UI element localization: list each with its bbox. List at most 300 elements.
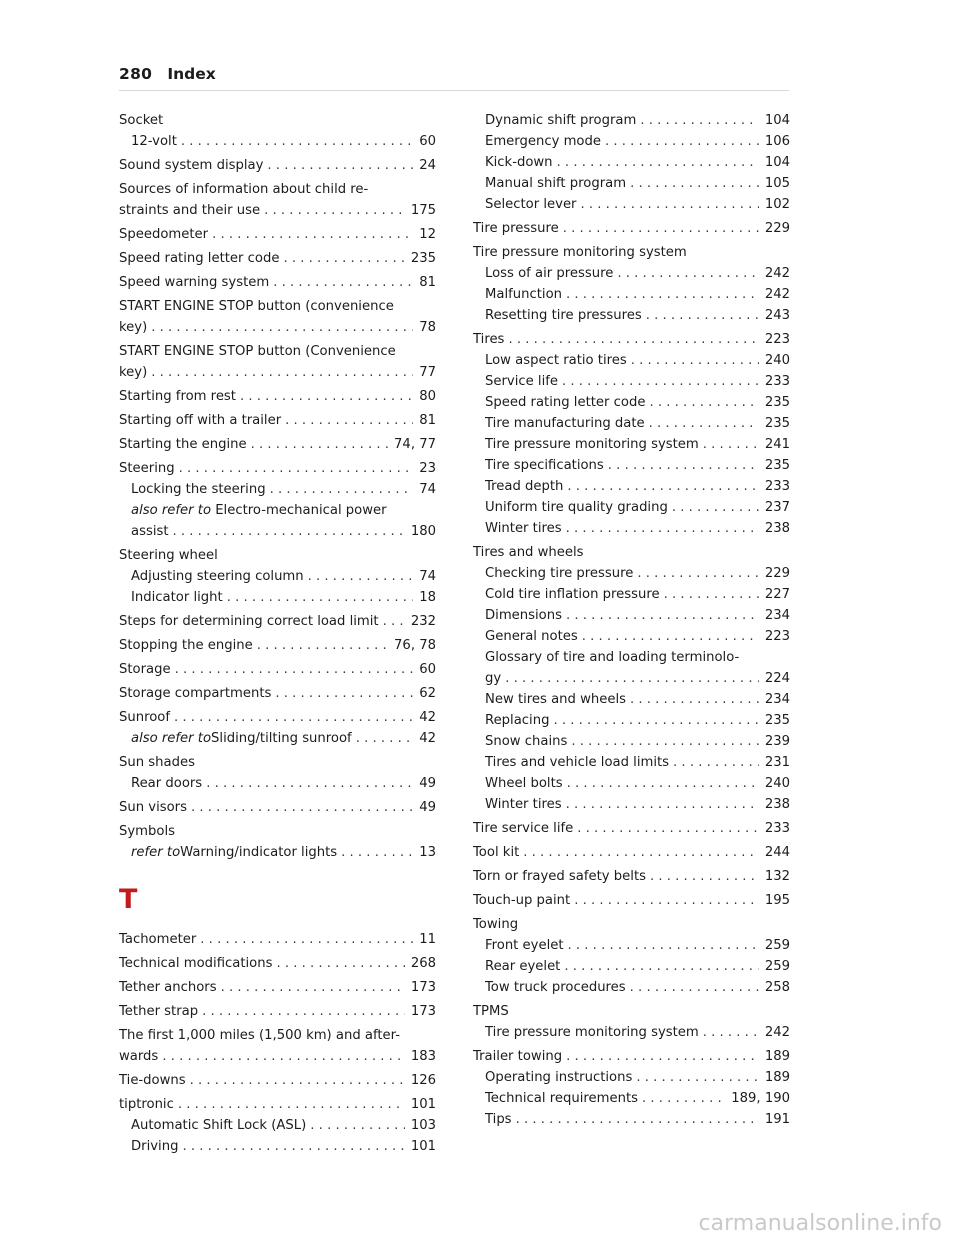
index-subentry [473, 794, 790, 815]
index-entry [119, 752, 436, 773]
entry-line [485, 263, 790, 284]
index-subentry [119, 1136, 436, 1157]
entry-term: Driving [131, 1139, 179, 1154]
dot-leader [566, 794, 759, 815]
index-subentry [473, 518, 790, 539]
entry-line [473, 1046, 790, 1067]
dot-leader [566, 1046, 759, 1067]
index-subentry [473, 977, 790, 998]
entry-line [119, 458, 436, 479]
entry-page: 13 [419, 845, 436, 860]
entry-page: 235 [410, 251, 436, 266]
entry-term: Checking tire pressure [485, 566, 634, 581]
entry-term: Winter tires [485, 797, 562, 812]
entry-line [119, 434, 436, 455]
dot-leader [608, 455, 759, 476]
entry-line [485, 605, 790, 626]
dot-leader [672, 497, 759, 518]
entry-term: Rear eyelet [485, 959, 561, 974]
dot-leader [270, 479, 414, 500]
entry-page: 81 [419, 275, 436, 290]
dot-leader [574, 890, 759, 911]
entry-term: Speedometer [119, 227, 209, 242]
index-subentry [473, 563, 790, 584]
dot-leader [617, 263, 758, 284]
entry-line [131, 728, 436, 749]
entry-heading: Symbols [119, 824, 175, 839]
entry-line [485, 935, 790, 956]
entry-heading: TPMS [473, 1004, 509, 1019]
entry-line [119, 1001, 436, 1022]
entry-line [485, 455, 790, 476]
entry-heading: Towing [473, 917, 519, 932]
index-entry [119, 248, 436, 269]
entry-term: General notes [485, 629, 578, 644]
dot-leader [577, 818, 759, 839]
entry-term: Dimensions [485, 608, 562, 623]
entry-line [131, 842, 436, 863]
dot-leader [182, 1136, 404, 1157]
dot-leader [356, 728, 414, 749]
dot-leader [283, 248, 404, 269]
page-header [119, 64, 789, 91]
entry-line [485, 689, 790, 710]
index-subentry [473, 194, 790, 215]
entry-page: 189, 190 [731, 1091, 790, 1106]
entry-term: Starting from rest [119, 389, 236, 404]
entry-line [485, 371, 790, 392]
index-subentry [473, 173, 790, 194]
entry-line [485, 392, 790, 413]
entry-term: Torn or frayed safety belts [473, 869, 646, 884]
entry-term: assist [131, 524, 169, 539]
entry-line [473, 866, 790, 887]
entry-term: Sun visors [119, 800, 187, 815]
cross-reference: also refer to [131, 731, 212, 746]
index-subentry [119, 728, 436, 749]
entry-term-first-line: START ENGINE STOP button (convenience [119, 299, 394, 314]
entry-line [485, 956, 790, 977]
dot-leader [310, 1115, 405, 1136]
entry-line [119, 155, 436, 176]
entry-page: 78 [419, 320, 436, 335]
index-entry [473, 842, 790, 863]
dot-leader [264, 200, 405, 221]
entry-page: 12 [419, 227, 436, 242]
entry-term-first-line: Sources of information about child re- [119, 182, 369, 197]
entry-term: Indicator light [131, 590, 223, 605]
index-entry [119, 611, 436, 632]
entry-line [485, 1088, 790, 1109]
index-entry [119, 1094, 436, 1115]
dot-leader [636, 1067, 758, 1088]
entry-page: 102 [764, 197, 790, 212]
entry-line [485, 305, 790, 326]
entry-line [119, 200, 436, 221]
entry-term: Touch-up paint [473, 893, 571, 908]
index-subentry [473, 152, 790, 173]
dot-leader [267, 155, 413, 176]
entry-page: 76, 78 [394, 638, 436, 653]
entry-page: 60 [419, 662, 436, 677]
entry-page: 238 [764, 797, 790, 812]
entry-line [473, 890, 790, 911]
entry-heading: Steering wheel [119, 548, 218, 563]
dot-leader [703, 1022, 759, 1043]
index-subentry [119, 131, 436, 152]
entry-page: 183 [410, 1049, 436, 1064]
dot-leader [308, 566, 414, 587]
entry-page: 103 [410, 1118, 436, 1133]
entry-line [131, 773, 436, 794]
index-subentry [473, 710, 790, 731]
entry-page: 105 [764, 176, 790, 191]
entry-line [485, 977, 790, 998]
entry-term: Dynamic shift program [485, 113, 637, 128]
entry-term: Tow truck procedures [485, 980, 626, 995]
entry-term: Technical requirements [485, 1091, 638, 1106]
entry-page: 49 [419, 776, 436, 791]
entry-line [119, 386, 436, 407]
index-entry [119, 1025, 436, 1067]
dot-leader [703, 434, 759, 455]
index-entry [473, 542, 790, 563]
index-entry [473, 914, 790, 935]
index-subentry [473, 263, 790, 284]
dot-leader [580, 194, 758, 215]
cross-reference: also refer to [131, 503, 216, 518]
entry-page: 235 [764, 458, 790, 473]
entry-page: 229 [764, 566, 790, 581]
entry-term: Front eyelet [485, 938, 564, 953]
entry-page: 126 [410, 1073, 436, 1088]
entry-term: key) [119, 320, 148, 335]
dot-leader [508, 329, 758, 350]
entry-term: Adjusting steering column [131, 569, 304, 584]
cross-reference: refer to [131, 845, 181, 860]
entry-term: Tips [485, 1112, 512, 1127]
entry-line [131, 1136, 436, 1157]
entry-page: 239 [764, 734, 790, 749]
entry-line [119, 953, 436, 974]
entry-line [119, 707, 436, 728]
dot-leader [202, 1001, 405, 1022]
dot-leader [564, 956, 758, 977]
entry-page: 240 [764, 353, 790, 368]
entry-line [119, 929, 436, 950]
entry-line [485, 110, 790, 131]
dot-leader [179, 458, 414, 479]
index-entry [119, 1001, 436, 1022]
dot-leader [221, 977, 405, 998]
index-subentry [473, 497, 790, 518]
entry-term: tiptronic [119, 1097, 174, 1112]
entry-line [485, 710, 790, 731]
entry-page: 189 [764, 1070, 790, 1085]
entry-line [131, 566, 436, 587]
index-entry [119, 434, 436, 455]
entry-term: Warning/indicator lights [180, 845, 338, 860]
entry-heading: Sun shades [119, 755, 195, 770]
index-subentry [473, 689, 790, 710]
index-subentry [473, 752, 790, 773]
dot-leader [646, 305, 759, 326]
index-subentry [119, 587, 436, 608]
dot-leader [557, 152, 759, 173]
dot-leader [178, 1094, 405, 1115]
entry-page: 74, 77 [394, 437, 436, 452]
entry-line [485, 518, 790, 539]
dot-leader [523, 842, 759, 863]
dot-leader [673, 752, 759, 773]
index-column-right [473, 110, 790, 1130]
entry-line [119, 1094, 436, 1115]
entry-page: 104 [764, 113, 790, 128]
entry-page: 244 [764, 845, 790, 860]
entry-page: 233 [764, 821, 790, 836]
dot-leader [191, 797, 413, 818]
entry-term: Emergency mode [485, 134, 601, 149]
entry-page: 259 [764, 938, 790, 953]
dot-leader [212, 224, 413, 245]
entry-term: Tool kit [473, 845, 520, 860]
index-subentry [473, 1067, 790, 1088]
index-subentry [473, 305, 790, 326]
entry-page: 229 [764, 221, 790, 236]
index-entry [119, 224, 436, 245]
dot-leader [553, 710, 758, 731]
entry-page: 259 [764, 959, 790, 974]
index-subentry [473, 434, 790, 455]
dot-leader [227, 587, 414, 608]
entry-line [119, 317, 436, 338]
entry-term: Tire service life [473, 821, 574, 836]
entry-page: 24 [419, 158, 436, 173]
entry-term: Rear doors [131, 776, 203, 791]
entry-page: 240 [764, 776, 790, 791]
section-letter: T [119, 884, 138, 915]
entry-page: 258 [764, 980, 790, 995]
entry-line [485, 194, 790, 215]
entry-page: 233 [764, 374, 790, 389]
entry-term: Automatic Shift Lock (ASL) [131, 1118, 307, 1133]
entry-line [131, 1115, 436, 1136]
index-subentry [473, 371, 790, 392]
entry-term: wards [119, 1049, 159, 1064]
entry-page: 243 [764, 308, 790, 323]
index-subentry [473, 350, 790, 371]
entry-page: 232 [410, 614, 436, 629]
entry-line [485, 1067, 790, 1088]
entry-term: Selector lever [485, 197, 577, 212]
entry-term: Cold tire inflation pressure [485, 587, 660, 602]
entry-line [119, 362, 436, 383]
index-subentry [119, 500, 436, 542]
index-entry [473, 1001, 790, 1022]
entry-term: Storage [119, 662, 171, 677]
index-subentry [473, 455, 790, 476]
entry-page: 180 [410, 524, 436, 539]
entry-term: Service life [485, 374, 559, 389]
entry-term: Tread depth [485, 479, 564, 494]
index-subentry [473, 935, 790, 956]
dot-leader [162, 1046, 405, 1067]
index-entry [119, 155, 436, 176]
index-subentry [473, 1109, 790, 1130]
entry-line [485, 563, 790, 584]
entry-line [485, 284, 790, 305]
entry-line [119, 635, 436, 656]
index-entry [473, 218, 790, 239]
entry-heading: Socket [119, 113, 164, 128]
entry-page: 189 [764, 1049, 790, 1064]
entry-term: Starting the engine [119, 437, 247, 452]
index-entry [119, 386, 436, 407]
entry-page: 223 [764, 629, 790, 644]
entry-page: 77 [419, 365, 436, 380]
entry-term: Uniform tire quality grading [485, 500, 668, 515]
entry-term: Speed rating letter code [485, 395, 646, 410]
dot-leader [566, 605, 759, 626]
entry-page: 80 [419, 389, 436, 404]
index-entry [119, 707, 436, 728]
dot-leader [563, 218, 759, 239]
entry-term-first-line: Glossary of tire and loading terminolo- [485, 650, 740, 665]
index-entry [119, 545, 436, 566]
entry-page: 224 [764, 671, 790, 686]
dot-leader [637, 563, 758, 584]
index-subentry [473, 731, 790, 752]
entry-line [485, 731, 790, 752]
entry-page: 173 [410, 1004, 436, 1019]
dot-leader [151, 317, 413, 338]
entry-page: 191 [764, 1112, 790, 1127]
index-entry [119, 110, 436, 131]
index-subentry [473, 1088, 790, 1109]
entry-line [473, 329, 790, 350]
entry-term: gy [485, 671, 502, 686]
dot-leader [567, 773, 759, 794]
entry-page: 231 [764, 755, 790, 770]
dot-leader [516, 1109, 759, 1130]
entry-page: 175 [410, 203, 436, 218]
dot-leader [568, 935, 759, 956]
index-subentry [473, 1022, 790, 1043]
entry-line [485, 626, 790, 647]
dot-leader [566, 284, 759, 305]
dot-leader [257, 635, 388, 656]
index-entry [119, 341, 436, 383]
entry-term: Replacing [485, 713, 550, 728]
entry-page: 242 [764, 287, 790, 302]
dot-leader [341, 842, 413, 863]
entry-term: Steps for determining correct load limit [119, 614, 379, 629]
entry-term: Locking the steering [131, 482, 266, 497]
entry-line [131, 479, 436, 500]
entry-term: Resetting tire pressures [485, 308, 642, 323]
entry-term: Tether strap [119, 1004, 199, 1019]
entry-term: Low aspect ratio tires [485, 353, 627, 368]
entry-term: Tire pressure monitoring system [485, 1025, 699, 1040]
entry-line [119, 248, 436, 269]
page-number: 280 [119, 65, 153, 83]
index-entry [119, 179, 436, 221]
dot-leader [383, 611, 405, 632]
index-subentry [119, 566, 436, 587]
entry-term: Stopping the engine [119, 638, 253, 653]
entry-page: 173 [410, 980, 436, 995]
entry-term: New tires and wheels [485, 692, 627, 707]
entry-term: Manual shift program [485, 176, 627, 191]
dot-leader [276, 953, 404, 974]
entry-page: 74 [419, 569, 436, 584]
dot-leader [630, 977, 759, 998]
entry-line [119, 683, 436, 704]
dot-leader [151, 362, 413, 383]
entry-term: 12-volt [131, 134, 177, 149]
index-entry [119, 296, 436, 338]
index-subentry [473, 773, 790, 794]
index-subentry [119, 773, 436, 794]
entry-page: 81 [419, 413, 436, 428]
index-subentry [473, 110, 790, 131]
page-title: Index [167, 65, 216, 83]
entry-page: 235 [764, 416, 790, 431]
entry-page: 101 [410, 1139, 436, 1154]
dot-leader [273, 272, 413, 293]
index-entry [473, 242, 790, 263]
dot-leader [200, 929, 413, 950]
entry-line [131, 587, 436, 608]
entry-term: key) [119, 365, 148, 380]
entry-page: 227 [764, 587, 790, 602]
dot-leader [240, 386, 413, 407]
index-subentry [473, 626, 790, 647]
entry-page: 132 [764, 869, 790, 884]
entry-line [485, 752, 790, 773]
dot-leader [571, 731, 758, 752]
watermark: carmanualsonline.info [698, 1211, 942, 1236]
index-entry [119, 635, 436, 656]
dot-leader [631, 350, 759, 371]
entry-term: Steering [119, 461, 175, 476]
entry-term: Operating instructions [485, 1070, 633, 1085]
entry-line [119, 410, 436, 431]
dot-leader [275, 683, 413, 704]
index-entry [119, 659, 436, 680]
dot-leader [190, 1070, 405, 1091]
entry-line [485, 584, 790, 605]
entry-term-first-line: The first 1,000 miles (1,500 km) and after- [119, 1028, 400, 1043]
entry-term-first-line: START ENGINE STOP button (Convenience [119, 344, 396, 359]
entry-page: 242 [764, 1025, 790, 1040]
index-entry [119, 410, 436, 431]
entry-term: Sunroof [119, 710, 170, 725]
entry-line [119, 224, 436, 245]
dot-leader [562, 371, 759, 392]
entry-page: 49 [419, 800, 436, 815]
entry-line [485, 794, 790, 815]
entry-page: 23 [419, 461, 436, 476]
entry-page: 241 [764, 437, 790, 452]
dot-leader [181, 131, 413, 152]
entry-line [119, 272, 436, 293]
entry-page: 60 [419, 134, 436, 149]
dot-leader [206, 773, 413, 794]
dot-leader [505, 668, 759, 689]
index-entry [119, 929, 436, 950]
entry-term: Tie-downs [119, 1073, 186, 1088]
